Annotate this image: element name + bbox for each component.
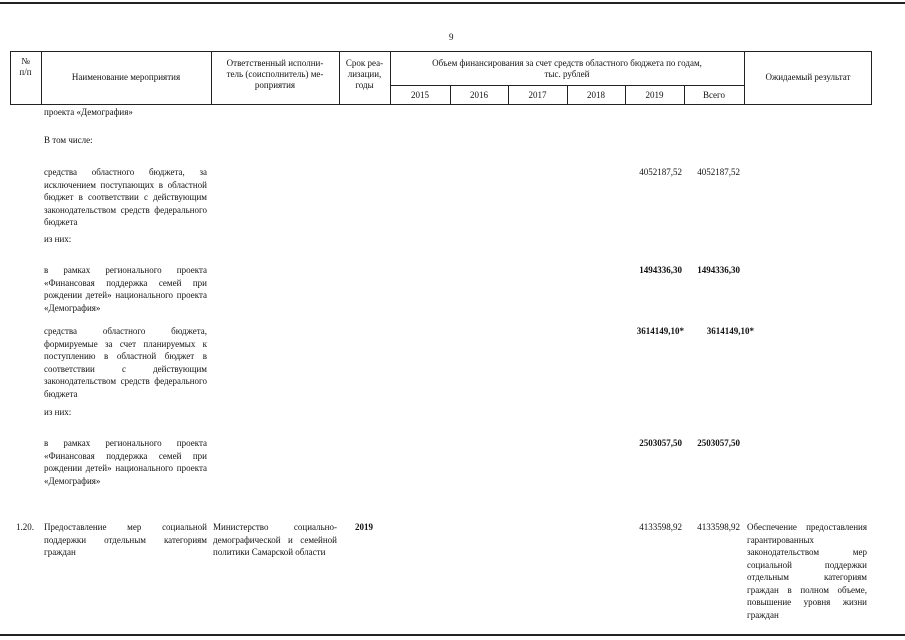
header-term: Срок реа- лизации, годы bbox=[345, 58, 384, 90]
value-2019: 3614149,10* bbox=[636, 326, 684, 336]
value-2019: 4052187,52 bbox=[639, 167, 682, 177]
page-number: 9 bbox=[449, 32, 454, 42]
value-total: 2503057,50 bbox=[697, 438, 740, 448]
row-text: В том числе: bbox=[44, 135, 93, 145]
responsible-text: Министерство социально-демографической и семейной политики Самарской области bbox=[213, 522, 337, 557]
value-2019: 1494336,30 bbox=[639, 265, 682, 275]
value-total: 3614149,10* bbox=[706, 326, 754, 336]
value-2019: 2503057,50 bbox=[639, 438, 682, 448]
row-text: в рамках регионального проекта «Финансовая поддержка семей при рождении детей» национального проекта «Демография» bbox=[44, 438, 207, 486]
row-text: средства областного бюджета, за исключением поступающих в областной бюджет в соответствии с действующим законодательством средств федерального бюджета bbox=[44, 167, 207, 227]
header-funding: Объем финансирования за счет средств областного бюджета по годам, тыс. рублей bbox=[432, 58, 702, 79]
header-responsible: Ответственный исполни- тель (соисполнитель) ме- роприятия bbox=[226, 58, 324, 90]
row-text: средства областного бюджета, формируемые за счет планируемых к поступлению в областной бюджет в соответствии с действующим законодательством средств федерального бюджета bbox=[44, 326, 207, 399]
result-text: Обеспечение предоставления гарантированных законодательством мер социальной поддержки отдельным категориям граждан в полном объеме, повышение уровня жизни граждан bbox=[747, 522, 867, 620]
header-total: Всего bbox=[702, 90, 726, 100]
row-text: из них: bbox=[44, 234, 72, 244]
header-result: Ожидаемый результат bbox=[765, 72, 851, 82]
term-text: 2019 bbox=[355, 522, 373, 532]
header-name: Наименование мероприятия bbox=[71, 72, 181, 82]
top-border bbox=[0, 2, 905, 4]
value-total: 1494336,30 bbox=[697, 265, 740, 275]
header-year-2018: 2018 bbox=[587, 90, 605, 100]
row-text: в рамках регионального проекта «Финансовая поддержка семей при рождении детей» национального проекта «Демография» bbox=[44, 265, 207, 313]
header-year-2019: 2019 bbox=[645, 90, 664, 100]
row-text: из них: bbox=[44, 407, 72, 417]
bottom-border bbox=[0, 634, 905, 636]
header-num: № п/п bbox=[19, 56, 32, 77]
header-year-2016: 2016 bbox=[470, 90, 488, 100]
row-text: Предоставление мер социальной поддержки отдельным категориям граждан bbox=[44, 522, 207, 557]
value-2019: 4133598,92 bbox=[639, 522, 682, 532]
header-year-2015: 2015 bbox=[411, 90, 429, 100]
row-number: 1.20. bbox=[16, 522, 34, 532]
row-text: проекта «Демография» bbox=[44, 107, 133, 117]
value-total: 4133598,92 bbox=[697, 522, 740, 532]
header-year-2017: 2017 bbox=[528, 90, 547, 100]
value-total: 4052187,52 bbox=[697, 167, 740, 177]
